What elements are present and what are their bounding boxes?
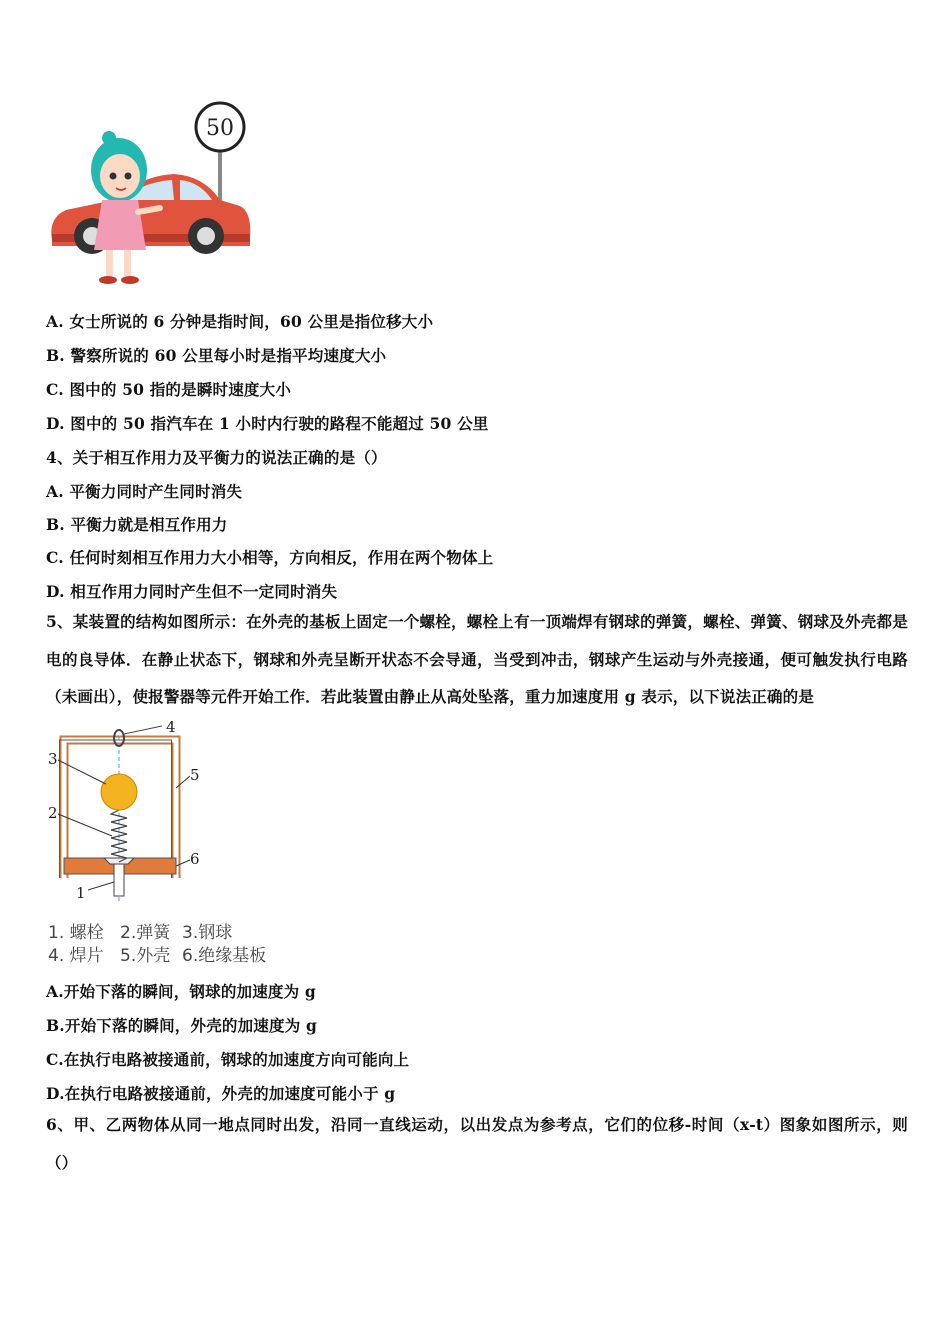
diagram-legend-row-1	[48, 918, 232, 943]
q5-option-b: B.开始下落的瞬间，外壳的加速度为 g	[46, 1016, 318, 1035]
diagram-label-3: 3	[48, 750, 58, 768]
q5-option-a: A.开始下落的瞬间，钢球的加速度为 g	[46, 982, 316, 1001]
alarm-device-diagram	[44, 718, 214, 904]
diagram-legend-row-2	[48, 941, 266, 966]
speed-limit-sign-value: 50	[206, 116, 234, 141]
diagram-label-1: 1	[76, 884, 86, 902]
diagram-label-5: 5	[190, 766, 200, 784]
q4-option-b: B. 平衡力就是相互作用力	[46, 515, 228, 534]
q4-option-c: C. 任何时刻相互作用力大小相等，方向相反，作用在两个物体上	[46, 548, 494, 567]
diagram-label-6: 6	[190, 850, 200, 868]
legend-base: 6.绝缘基板	[182, 946, 267, 966]
q4-stem: 4、关于相互作用力及平衡力的说法正确的是（）	[46, 448, 387, 467]
q5-option-c: C.在执行电路被接通前，钢球的加速度方向可能向上	[46, 1050, 410, 1069]
legend-bolt: 1. 螺栓	[48, 923, 104, 943]
legend-spring: 2.弹簧	[120, 923, 171, 943]
q5-option-d: D.在执行电路被接通前，外壳的加速度可能小于 g	[46, 1084, 396, 1103]
q4-option-d: D. 相互作用力同时产生但不一定同时消失	[46, 582, 338, 601]
q3-option-c: C. 图中的 50 指的是瞬时速度大小	[46, 380, 292, 399]
legend-solder-lug: 4. 焊片	[48, 946, 104, 966]
q5-stem: 5、某装置的结构如图所示：在外壳的基板上固定一个螺栓，螺栓上有一顶端焊有钢球的弹簧，螺栓、弹簧、钢球及外壳都是电的良导体．在静止状态下，钢球和外壳呈断开状态不会导通，当受到冲击，钢球产生运动与外壳接通，便可触发执行电路（未画出），使报警器等元件开始工作．若此装置由静止从高处坠落，重力加速度用 g 表示，以下说法正确的是	[46, 612, 908, 706]
legend-shell: 5.外壳	[120, 946, 171, 966]
diagram-label-4: 4	[166, 718, 176, 736]
q3-option-d: D. 图中的 50 指汽车在 1 小时内行驶的路程不能超过 50 公里	[46, 414, 489, 433]
car-speed-sign-illustration	[44, 100, 256, 292]
diagram-label-2: 2	[48, 804, 58, 822]
q3-option-a: A. 女士所说的 6 分钟是指时间，60 公里是指位移大小	[46, 312, 434, 331]
q6-stem: 6、甲、乙两物体从同一地点同时出发，沿同一直线运动，以出发点为参考点，它们的位移-时间（x-t）图象如图所示，则（）	[46, 1115, 908, 1172]
legend-steel-ball: 3.钢球	[182, 923, 233, 943]
q3-option-b: B. 警察所说的 60 公里每小时是指平均速度大小	[46, 346, 387, 365]
q4-option-a: A. 平衡力同时产生同时消失	[46, 482, 243, 501]
